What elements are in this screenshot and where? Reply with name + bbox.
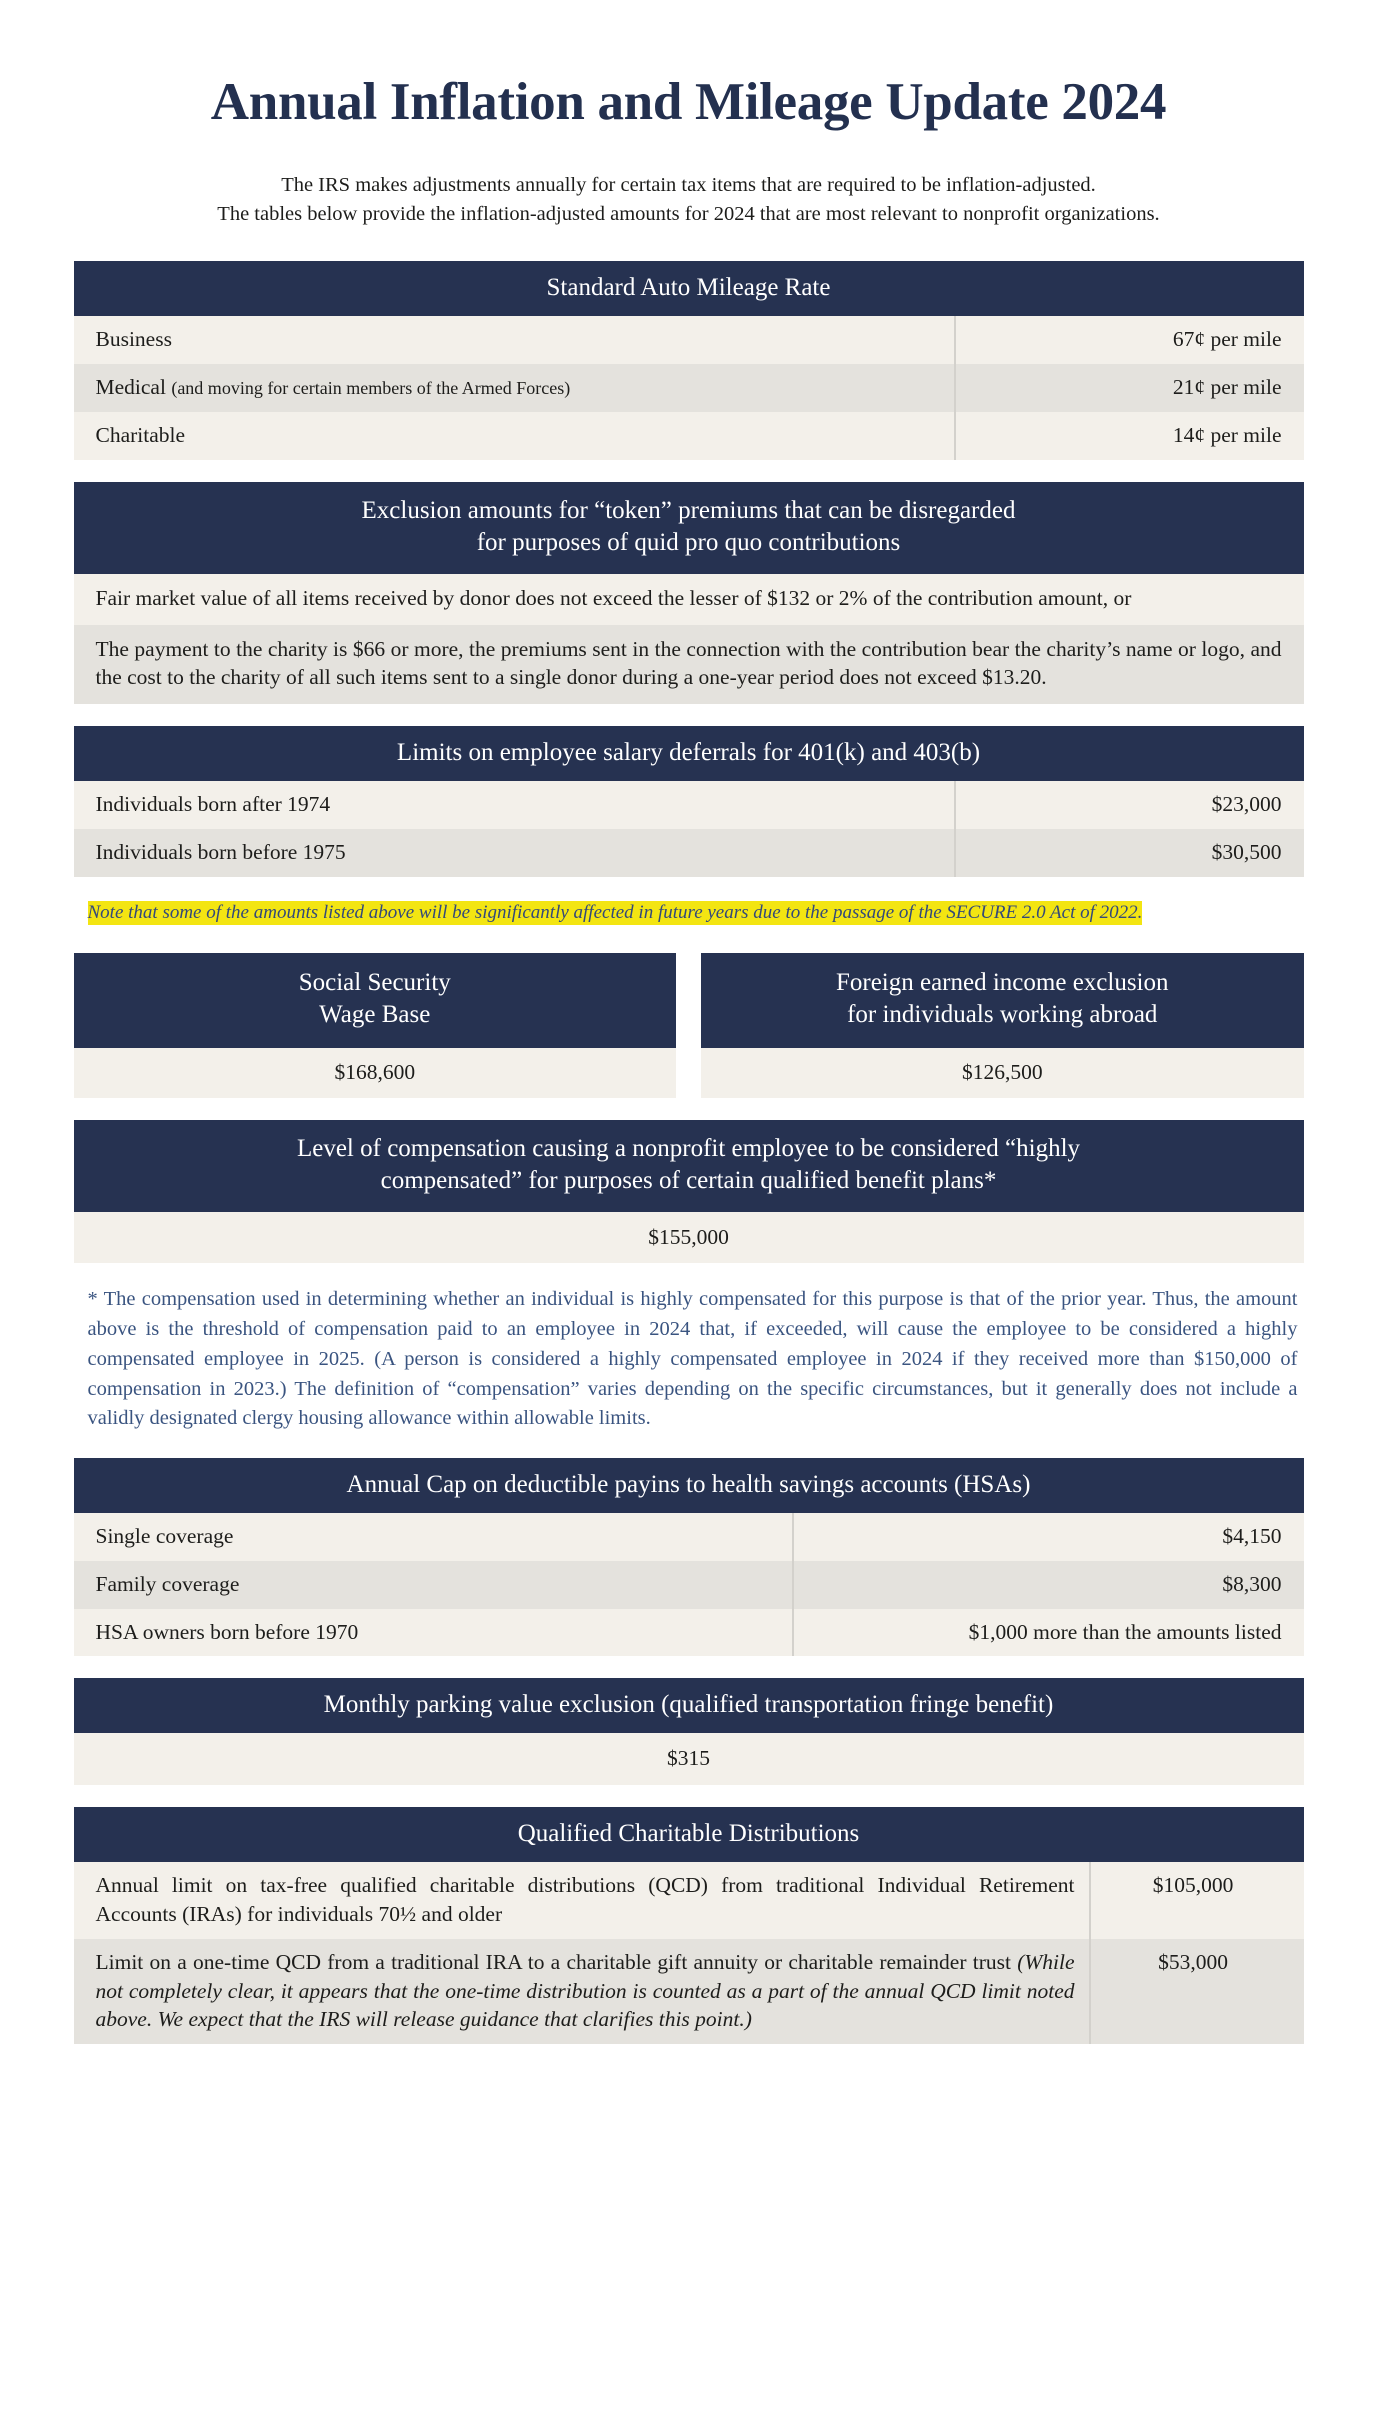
parking-table: [74, 1678, 1304, 1785]
header-line-2: compensated” for purposes of certain qualified benefit plans*: [380, 1166, 997, 1194]
table-row: [74, 829, 1304, 877]
qcd-table: [74, 1807, 1304, 2044]
table-cell-label: [74, 316, 954, 364]
table-cell-value: $53,000: [1089, 1939, 1304, 2044]
table-row: [74, 1609, 1304, 1657]
page-title: Annual Inflation and Mileage Update 2024: [210, 73, 1167, 131]
table-cell-value: $8,300: [792, 1561, 1304, 1609]
table-cell-value: 21¢ per mile: [954, 364, 1304, 412]
secure-note-container: [74, 899, 1304, 927]
header-line-1: Foreign earned income exclusion: [835, 968, 1169, 996]
table-row: [74, 364, 1304, 412]
table-cell-value: $105,000: [1089, 1862, 1304, 1939]
header-line-2: Wage Base: [319, 1001, 431, 1029]
table-cell-text: Fair market value of all items received by donor does not exceed the lesser of $132 or 2% of the contribution amount, or: [95, 585, 1132, 610]
highly-compensated-value: $155,000: [648, 1224, 729, 1249]
table-row: [74, 1939, 1304, 2044]
table-row: [74, 1513, 1304, 1561]
table-cell-label: Individuals born after 1974: [95, 792, 331, 817]
table-cell-label: [74, 412, 954, 460]
hsa-table: [74, 1458, 1304, 1656]
foreign-income-value: $126,500: [701, 1048, 1304, 1098]
table-cell-label: Individuals born before 1975: [95, 840, 346, 865]
row-label: Business: [95, 327, 172, 352]
token-premiums-table: [74, 482, 1304, 704]
secure-act-note: [88, 899, 1288, 927]
highly-compensated-header: [74, 1120, 1304, 1212]
table-cell-label: [74, 1862, 1089, 1939]
table-row: [74, 1733, 1304, 1785]
row-label-italic-note: (While not completely clear, it appears that the one-time distribution is counted as a part of the annual QCD limit noted above. We expect that the IRS will release guidance that clarifies this point.): [95, 1949, 1075, 2032]
table-row: [74, 781, 1304, 829]
table-cell-value: 67¢ per mile: [954, 316, 1304, 364]
deferrals-table-header: Limits on employee salary deferrals for 401(k) and 403(b): [74, 726, 1304, 781]
table-cell-label: Family coverage: [95, 1571, 240, 1596]
two-column-section: [74, 953, 1304, 1098]
table-cell-text: The payment to the charity is $66 or more, the premiums sent in the connection with the contribution bear the charity’s name or logo, and the cost to the charity of all such items sent to a single donor during a one-year period does not exceed $13.20.: [95, 636, 1282, 690]
social-security-value: $168,600: [74, 1048, 677, 1098]
table-cell-value: $4,150: [792, 1513, 1304, 1561]
table-cell-value: $23,000: [954, 781, 1304, 829]
token-premiums-table-header: [74, 482, 1304, 574]
table-cell-label: [74, 364, 954, 412]
document-content: [74, 0, 1304, 2044]
row-label: Limit on a one-time QCD from a traditional IRA to a charitable gift annuity or charitable remainder trust: [95, 1949, 1018, 1974]
parking-table-header: Monthly parking value exclusion (qualified transportation fringe benefit): [74, 1678, 1304, 1733]
highly-compensated-footnote: * The compensation used in determining whether an individual is highly compensated for this purpose is that of the prior year. Thus, the amount above is the threshold of compensation paid to an employee in 2024 that, if exceeded, will cause the employee to be considered a highly compensated employee in 2025. (A person is considered a highly compensated employee in 2024 if they received more than $150,000 of compensation in 2023.) The definition of “compensation” varies depending on the specific circumstances, but it generally does not include a validly designated clergy housing allowance within allowable limits.: [87, 1288, 1298, 1430]
header-line-2: for individuals working abroad: [847, 1001, 1158, 1029]
mileage-table: [74, 261, 1304, 459]
table-row: [74, 412, 1304, 460]
row-label: Charitable: [95, 423, 186, 448]
header-line-1: Social Security: [298, 968, 451, 996]
intro-line-1: The IRS makes adjustments annually for certain tax items that are required to be inflation-adjusted.: [281, 174, 1096, 197]
table-row: [74, 1862, 1304, 1939]
intro-paragraph: [74, 171, 1304, 229]
secure-act-note-text: Note that some of the amounts listed above will be significantly affected in future years due to the passage of the SECURE 2.0 Act of 2022.: [87, 901, 1143, 923]
deferrals-table: [74, 726, 1304, 877]
highly-compensated-table: [74, 1120, 1304, 1264]
table-cell-label: HSA owners born before 1970: [95, 1619, 359, 1644]
row-label-note: (and moving for certain members of the Armed Forces): [171, 378, 571, 399]
header-line-2: for purposes of quid pro quo contributions: [476, 528, 901, 556]
row-label: Medical: [95, 375, 172, 400]
row-label: Annual limit on tax-free qualified charitable distributions (QCD) from traditional Individual Retirement Accounts (IRAs) for individuals 70½ and older: [95, 1873, 1075, 1926]
table-cell-label: [74, 1939, 1089, 2044]
table-cell-value: $30,500: [954, 829, 1304, 877]
table-row: [74, 1212, 1304, 1264]
qcd-table-header: Qualified Charitable Distributions: [74, 1807, 1304, 1862]
table-row: [74, 316, 1304, 364]
header-line-1: Exclusion amounts for “token” premiums that can be disregarded: [361, 496, 1016, 524]
social-security-card: [74, 953, 677, 1098]
hsa-table-header: Annual Cap on deductible payins to health savings accounts (HSAs): [74, 1458, 1304, 1513]
social-security-header: [74, 953, 677, 1048]
table-cell-label: Single coverage: [95, 1523, 234, 1548]
table-cell-value: 14¢ per mile: [954, 412, 1304, 460]
foreign-income-header: [701, 953, 1304, 1048]
header-line-1: Level of compensation causing a nonprofit employee to be considered “highly: [296, 1134, 1081, 1162]
mileage-table-header: Standard Auto Mileage Rate: [74, 261, 1304, 316]
intro-line-2: The tables below provide the inflation-adjusted amounts for 2024 that are most relevant to nonprofit organizations.: [217, 203, 1160, 226]
foreign-income-card: [701, 953, 1304, 1098]
table-row: [74, 574, 1304, 625]
table-cell-value: $1,000 more than the amounts listed: [792, 1609, 1304, 1657]
table-row: [74, 625, 1304, 705]
table-row: [74, 1561, 1304, 1609]
parking-value: $315: [667, 1746, 710, 1771]
